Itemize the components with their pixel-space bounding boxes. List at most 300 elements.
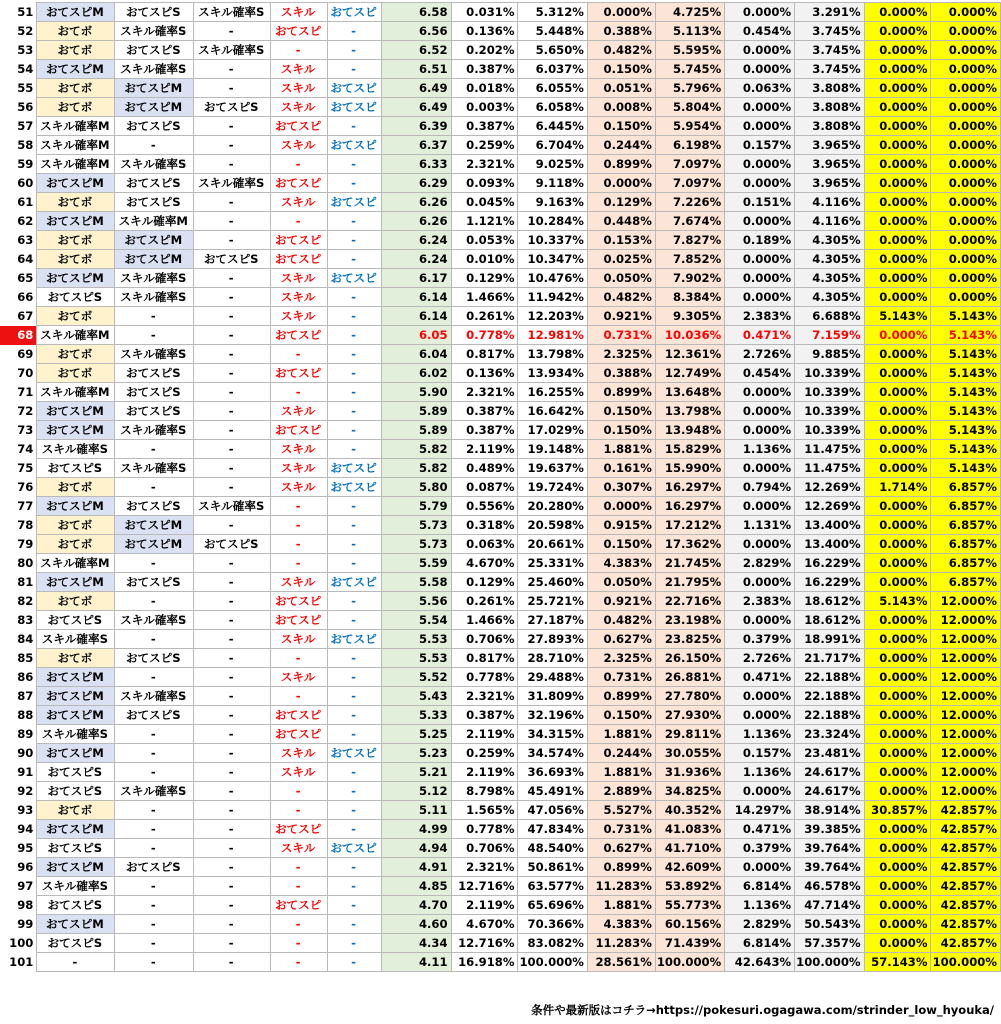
- sub-skill-1-cell: スキル確率M: [37, 383, 115, 402]
- probability-2-cell: 28.561%: [587, 953, 655, 972]
- cumulative-probability-cell: 34.574%: [518, 744, 587, 763]
- probability-3-cell: 0.379%: [725, 630, 795, 649]
- score-cell: 5.89: [382, 421, 452, 440]
- probability-3-cell: 1.136%: [725, 725, 795, 744]
- rank-cell: 67: [17, 309, 34, 323]
- sub-skill-1-cell: おてボ: [37, 592, 115, 611]
- cumulative-probability-cell: 19.637%: [518, 459, 587, 478]
- probability-2-cell: 0.150%: [587, 60, 655, 79]
- sub-skill-3-cell: -: [194, 326, 271, 345]
- rank-cell: 59: [17, 157, 34, 171]
- probability-3-cell: 2.383%: [725, 592, 795, 611]
- score-cell: 6.58: [382, 3, 452, 22]
- table-row: [0, 345, 1001, 364]
- cumulative-probability-cell: 11.942%: [518, 288, 587, 307]
- rank-cell: 72: [17, 404, 34, 418]
- probability-4-cell: 0.000%: [864, 345, 931, 364]
- nature-up-cell: スキル: [271, 630, 328, 649]
- probability-2-cell: 1.881%: [587, 763, 655, 782]
- cumulative-probability-cell: 70.366%: [518, 915, 587, 934]
- probability-cell: 0.778%: [451, 820, 518, 839]
- probability-cell: 4.670%: [451, 554, 518, 573]
- probability-cell: 2.119%: [451, 725, 518, 744]
- nature-up-cell: -: [271, 516, 328, 535]
- nature-up-cell: -: [271, 155, 328, 174]
- nature-up-cell: スキル: [271, 459, 328, 478]
- probability-3-cell: 1.136%: [725, 896, 795, 915]
- nature-down-cell: -: [328, 402, 382, 421]
- rank-cell: 87: [17, 689, 34, 703]
- probability-2-cell: 0.000%: [587, 497, 655, 516]
- probability-cell: 0.136%: [451, 364, 518, 383]
- probability-2-cell: 0.008%: [587, 98, 655, 117]
- nature-down-cell: おてスピ: [328, 744, 382, 763]
- probability-3-cell: 0.000%: [725, 3, 795, 22]
- sub-skill-1-cell: おてスピM: [37, 421, 115, 440]
- cumulative-probability-cell: 45.491%: [518, 782, 587, 801]
- cumulative-probability-4-cell: 0.000%: [931, 136, 1001, 155]
- probability-cell: 0.387%: [451, 706, 518, 725]
- sub-skill-3-cell: -: [194, 364, 271, 383]
- rank-cell: 65: [17, 271, 34, 285]
- cumulative-probability-3-cell: 46.578%: [795, 877, 864, 896]
- rank-cell: 100: [9, 936, 34, 950]
- cumulative-probability-2-cell: 71.439%: [655, 934, 724, 953]
- cumulative-probability-3-cell: 100.000%: [795, 953, 864, 972]
- probability-2-cell: 1.881%: [587, 725, 655, 744]
- score-cell: 6.14: [382, 288, 452, 307]
- cumulative-probability-4-cell: 0.000%: [931, 155, 1001, 174]
- probability-cell: 0.556%: [451, 497, 518, 516]
- probability-2-cell: 0.150%: [587, 117, 655, 136]
- probability-3-cell: 0.000%: [725, 269, 795, 288]
- probability-cell: 0.087%: [451, 478, 518, 497]
- nature-up-cell: -: [271, 953, 328, 972]
- probability-2-cell: 0.899%: [587, 687, 655, 706]
- probability-3-cell: 0.471%: [725, 668, 795, 687]
- nature-down-cell: -: [328, 231, 382, 250]
- probability-3-cell: 0.794%: [725, 478, 795, 497]
- nature-up-cell: おてスピ: [271, 250, 328, 269]
- nature-up-cell: -: [271, 497, 328, 516]
- probability-2-cell: 0.025%: [587, 250, 655, 269]
- sub-skill-3-cell: -: [194, 516, 271, 535]
- nature-down-cell: -: [328, 345, 382, 364]
- probability-4-cell: 0.000%: [864, 364, 931, 383]
- sub-skill-2-cell: おてスピS: [115, 858, 194, 877]
- probability-2-cell: 0.448%: [587, 212, 655, 231]
- probability-2-cell: 0.482%: [587, 611, 655, 630]
- sub-skill-1-cell: おてボ: [37, 478, 115, 497]
- nature-up-cell: -: [271, 687, 328, 706]
- cumulative-probability-2-cell: 4.725%: [655, 3, 724, 22]
- cumulative-probability-3-cell: 39.764%: [795, 839, 864, 858]
- sub-skill-3-cell: -: [194, 212, 271, 231]
- cumulative-probability-cell: 28.710%: [518, 649, 587, 668]
- cumulative-probability-2-cell: 23.198%: [655, 611, 724, 630]
- sub-skill-1-cell: スキル確率S: [37, 725, 115, 744]
- sub-skill-1-cell: おてスピM: [37, 706, 115, 725]
- nature-up-cell: スキル: [271, 440, 328, 459]
- probability-4-cell: 0.000%: [864, 497, 931, 516]
- probability-4-cell: 0.000%: [864, 858, 931, 877]
- sub-skill-3-cell: -: [194, 345, 271, 364]
- cumulative-probability-2-cell: 27.780%: [655, 687, 724, 706]
- cumulative-probability-2-cell: 10.036%: [655, 326, 724, 345]
- cumulative-probability-4-cell: 0.000%: [931, 98, 1001, 117]
- rank-cell: 84: [17, 632, 34, 646]
- cumulative-probability-4-cell: 6.857%: [931, 478, 1001, 497]
- score-cell: 5.73: [382, 535, 452, 554]
- score-cell: 6.04: [382, 345, 452, 364]
- probability-cell: 0.045%: [451, 193, 518, 212]
- sub-skill-1-cell: スキル確率M: [37, 117, 115, 136]
- sub-skill-2-cell: おてスピM: [115, 231, 194, 250]
- rank-cell: 73: [17, 423, 34, 437]
- rank-cell: 74: [17, 442, 34, 456]
- cumulative-probability-3-cell: 57.357%: [795, 934, 864, 953]
- sub-skill-2-cell: おてスピS: [115, 193, 194, 212]
- score-cell: 5.90: [382, 383, 452, 402]
- probability-4-cell: 0.000%: [864, 668, 931, 687]
- rank-cell: 91: [17, 765, 34, 779]
- score-cell: 6.26: [382, 193, 452, 212]
- sub-skill-3-cell: -: [194, 630, 271, 649]
- probability-3-cell: 0.000%: [725, 155, 795, 174]
- cumulative-probability-2-cell: 5.804%: [655, 98, 724, 117]
- sub-skill-3-cell: -: [194, 744, 271, 763]
- sub-skill-1-cell: おてボ: [37, 98, 115, 117]
- cumulative-probability-4-cell: 5.143%: [931, 440, 1001, 459]
- cumulative-probability-2-cell: 15.829%: [655, 440, 724, 459]
- rank-cell: 97: [17, 879, 34, 893]
- probability-2-cell: 0.388%: [587, 364, 655, 383]
- cumulative-probability-4-cell: 6.857%: [931, 573, 1001, 592]
- sub-skill-2-cell: スキル確率S: [115, 345, 194, 364]
- probability-cell: 0.010%: [451, 250, 518, 269]
- sub-skill-3-cell: -: [194, 839, 271, 858]
- rank-cell: 82: [17, 594, 34, 608]
- score-cell: 5.59: [382, 554, 452, 573]
- cumulative-probability-3-cell: 4.116%: [795, 212, 864, 231]
- cumulative-probability-2-cell: 7.902%: [655, 269, 724, 288]
- probability-3-cell: 0.379%: [725, 839, 795, 858]
- probability-3-cell: 0.157%: [725, 136, 795, 155]
- cumulative-probability-2-cell: 100.000%: [655, 953, 724, 972]
- cumulative-probability-2-cell: 53.892%: [655, 877, 724, 896]
- nature-up-cell: スキル: [271, 60, 328, 79]
- cumulative-probability-2-cell: 13.648%: [655, 383, 724, 402]
- rank-cell: 89: [17, 727, 34, 741]
- cumulative-probability-cell: 5.312%: [518, 3, 587, 22]
- sub-skill-1-cell: おてボ: [37, 801, 115, 820]
- probability-cell: 2.119%: [451, 763, 518, 782]
- sub-skill-2-cell: おてスピS: [115, 497, 194, 516]
- score-cell: 5.12: [382, 782, 452, 801]
- sub-skill-2-cell: おてスピM: [115, 79, 194, 98]
- probability-cell: 2.321%: [451, 383, 518, 402]
- cumulative-probability-4-cell: 5.143%: [931, 326, 1001, 345]
- table-row: [0, 535, 1001, 554]
- table-row: [0, 592, 1001, 611]
- table-row: [0, 41, 1001, 60]
- nature-down-cell: おてスピ: [328, 630, 382, 649]
- sub-skill-2-cell: おてスピS: [115, 649, 194, 668]
- sub-skill-1-cell: おてボ: [37, 193, 115, 212]
- cumulative-probability-cell: 31.809%: [518, 687, 587, 706]
- sub-skill-3-cell: -: [194, 915, 271, 934]
- cumulative-probability-2-cell: 7.852%: [655, 250, 724, 269]
- cumulative-probability-4-cell: 12.000%: [931, 763, 1001, 782]
- sub-skill-1-cell: おてスピM: [37, 402, 115, 421]
- sub-skill-2-cell: -: [115, 744, 194, 763]
- cumulative-probability-cell: 19.724%: [518, 478, 587, 497]
- sub-skill-2-cell: おてスピS: [115, 383, 194, 402]
- score-cell: 6.24: [382, 231, 452, 250]
- nature-down-cell: -: [328, 934, 382, 953]
- probability-cell: 0.778%: [451, 326, 518, 345]
- cumulative-probability-4-cell: 12.000%: [931, 687, 1001, 706]
- probability-2-cell: 0.153%: [587, 231, 655, 250]
- probability-2-cell: 0.731%: [587, 668, 655, 687]
- cumulative-probability-2-cell: 8.384%: [655, 288, 724, 307]
- table-row: [0, 649, 1001, 668]
- probability-4-cell: 0.000%: [864, 79, 931, 98]
- sub-skill-3-cell: -: [194, 687, 271, 706]
- cumulative-probability-4-cell: 6.857%: [931, 554, 1001, 573]
- sub-skill-1-cell: おてボ: [37, 345, 115, 364]
- sub-skill-2-cell: スキル確率S: [115, 269, 194, 288]
- probability-cell: 0.129%: [451, 573, 518, 592]
- table-row: [0, 364, 1001, 383]
- cumulative-probability-cell: 10.337%: [518, 231, 587, 250]
- nature-up-cell: -: [271, 915, 328, 934]
- cumulative-probability-4-cell: 12.000%: [931, 706, 1001, 725]
- probability-3-cell: 0.471%: [725, 326, 795, 345]
- probability-2-cell: 0.731%: [587, 820, 655, 839]
- sub-skill-3-cell: -: [194, 193, 271, 212]
- score-cell: 5.52: [382, 668, 452, 687]
- nature-down-cell: -: [328, 307, 382, 326]
- score-cell: 4.11: [382, 953, 452, 972]
- nature-down-cell: おてスピ: [328, 839, 382, 858]
- probability-2-cell: 0.731%: [587, 326, 655, 345]
- sub-skill-3-cell: -: [194, 288, 271, 307]
- cumulative-probability-3-cell: 4.305%: [795, 250, 864, 269]
- cumulative-probability-cell: 17.029%: [518, 421, 587, 440]
- sub-skill-3-cell: スキル確率S: [194, 3, 271, 22]
- probability-cell: 0.318%: [451, 516, 518, 535]
- probability-4-cell: 0.000%: [864, 535, 931, 554]
- cumulative-probability-3-cell: 10.339%: [795, 402, 864, 421]
- rank-cell: 95: [17, 841, 34, 855]
- probability-3-cell: 0.157%: [725, 744, 795, 763]
- probability-4-cell: 0.000%: [864, 383, 931, 402]
- cumulative-probability-4-cell: 5.143%: [931, 364, 1001, 383]
- score-cell: 5.54: [382, 611, 452, 630]
- nature-down-cell: -: [328, 41, 382, 60]
- sub-skill-1-cell: スキル確率S: [37, 630, 115, 649]
- cumulative-probability-4-cell: 0.000%: [931, 41, 1001, 60]
- sub-skill-1-cell: おてボ: [37, 307, 115, 326]
- cumulative-probability-cell: 10.284%: [518, 212, 587, 231]
- nature-up-cell: -: [271, 801, 328, 820]
- cumulative-probability-3-cell: 3.808%: [795, 98, 864, 117]
- cumulative-probability-3-cell: 23.324%: [795, 725, 864, 744]
- nature-up-cell: おてスピ: [271, 820, 328, 839]
- probability-4-cell: 0.000%: [864, 877, 931, 896]
- probability-4-cell: 0.000%: [864, 41, 931, 60]
- probability-4-cell: 0.000%: [864, 3, 931, 22]
- score-cell: 4.70: [382, 896, 452, 915]
- table-row: [0, 782, 1001, 801]
- probability-4-cell: 0.000%: [864, 117, 931, 136]
- sub-skill-1-cell: -: [37, 953, 115, 972]
- probability-3-cell: 0.000%: [725, 459, 795, 478]
- sub-skill-1-cell: おてスピS: [37, 934, 115, 953]
- cumulative-probability-2-cell: 31.936%: [655, 763, 724, 782]
- cumulative-probability-2-cell: 34.825%: [655, 782, 724, 801]
- probability-4-cell: 0.000%: [864, 782, 931, 801]
- probability-cell: 0.053%: [451, 231, 518, 250]
- score-cell: 5.43: [382, 687, 452, 706]
- table-row: [0, 516, 1001, 535]
- sub-skill-3-cell: -: [194, 60, 271, 79]
- nature-down-cell: -: [328, 535, 382, 554]
- cumulative-probability-2-cell: 12.361%: [655, 345, 724, 364]
- probability-2-cell: 5.527%: [587, 801, 655, 820]
- cumulative-probability-2-cell: 26.150%: [655, 649, 724, 668]
- cumulative-probability-4-cell: 5.143%: [931, 383, 1001, 402]
- cumulative-probability-4-cell: 0.000%: [931, 193, 1001, 212]
- sub-skill-3-cell: -: [194, 269, 271, 288]
- cumulative-probability-4-cell: 42.857%: [931, 839, 1001, 858]
- cumulative-probability-4-cell: 0.000%: [931, 288, 1001, 307]
- probability-3-cell: 0.000%: [725, 383, 795, 402]
- sub-skill-2-cell: -: [115, 668, 194, 687]
- probability-cell: 0.259%: [451, 744, 518, 763]
- cumulative-probability-4-cell: 12.000%: [931, 592, 1001, 611]
- rank-cell: 94: [17, 822, 34, 836]
- score-cell: 5.82: [382, 459, 452, 478]
- table-row: [0, 79, 1001, 98]
- probability-3-cell: 0.000%: [725, 535, 795, 554]
- sub-skill-3-cell: -: [194, 402, 271, 421]
- nature-up-cell: スキル: [271, 307, 328, 326]
- score-cell: 5.79: [382, 497, 452, 516]
- probability-cell: 0.129%: [451, 269, 518, 288]
- cumulative-probability-3-cell: 4.305%: [795, 288, 864, 307]
- rank-cell: 63: [17, 233, 34, 247]
- sub-skill-1-cell: おてスピS: [37, 459, 115, 478]
- probability-4-cell: 0.000%: [864, 250, 931, 269]
- cumulative-probability-4-cell: 0.000%: [931, 231, 1001, 250]
- sub-skill-2-cell: おてスピS: [115, 402, 194, 421]
- table-row: [0, 383, 1001, 402]
- sub-skill-2-cell: -: [115, 953, 194, 972]
- sub-skill-2-cell: スキル確率S: [115, 22, 194, 41]
- sub-skill-1-cell: おてスピM: [37, 820, 115, 839]
- probability-cell: 8.798%: [451, 782, 518, 801]
- nature-up-cell: おてスピ: [271, 22, 328, 41]
- cumulative-probability-cell: 10.347%: [518, 250, 587, 269]
- table-row: [0, 896, 1001, 915]
- cumulative-probability-2-cell: 5.595%: [655, 41, 724, 60]
- sub-skill-1-cell: スキル確率M: [37, 136, 115, 155]
- probability-3-cell: 0.000%: [725, 573, 795, 592]
- cumulative-probability-3-cell: 16.229%: [795, 573, 864, 592]
- nature-down-cell: -: [328, 915, 382, 934]
- sub-skill-1-cell: おてボ: [37, 22, 115, 41]
- cumulative-probability-cell: 9.025%: [518, 155, 587, 174]
- probability-cell: 1.466%: [451, 288, 518, 307]
- cumulative-probability-cell: 47.056%: [518, 801, 587, 820]
- cumulative-probability-2-cell: 21.795%: [655, 573, 724, 592]
- cumulative-probability-4-cell: 6.857%: [931, 497, 1001, 516]
- probability-2-cell: 0.915%: [587, 516, 655, 535]
- probability-2-cell: 0.307%: [587, 478, 655, 497]
- probability-3-cell: 0.063%: [725, 79, 795, 98]
- nature-down-cell: おてスピ: [328, 193, 382, 212]
- probability-cell: 0.489%: [451, 459, 518, 478]
- cumulative-probability-3-cell: 4.116%: [795, 193, 864, 212]
- sub-skill-2-cell: おてスピM: [115, 516, 194, 535]
- nature-up-cell: スキル: [271, 3, 328, 22]
- footer-source-link[interactable]: 条件や最新版はコチラ→https://pokesuri.ogagawa.com/strinder_low_hyouka/: [531, 1003, 994, 1017]
- cumulative-probability-2-cell: 40.352%: [655, 801, 724, 820]
- probability-2-cell: 0.000%: [587, 3, 655, 22]
- probability-4-cell: 0.000%: [864, 98, 931, 117]
- sub-skill-2-cell: おてスピS: [115, 364, 194, 383]
- nature-up-cell: スキル: [271, 98, 328, 117]
- sub-skill-3-cell: -: [194, 22, 271, 41]
- table-row: [0, 858, 1001, 877]
- probability-3-cell: 0.000%: [725, 117, 795, 136]
- table-row: [0, 497, 1001, 516]
- sub-skill-3-cell: -: [194, 763, 271, 782]
- probability-4-cell: 0.000%: [864, 725, 931, 744]
- cumulative-probability-cell: 6.058%: [518, 98, 587, 117]
- sub-skill-2-cell: おてスピS: [115, 706, 194, 725]
- cumulative-probability-cell: 27.893%: [518, 630, 587, 649]
- probability-3-cell: 0.000%: [725, 858, 795, 877]
- cumulative-probability-4-cell: 0.000%: [931, 3, 1001, 22]
- sub-skill-1-cell: おてスピM: [37, 3, 115, 22]
- sub-skill-2-cell: おてスピM: [115, 98, 194, 117]
- cumulative-probability-cell: 13.798%: [518, 345, 587, 364]
- sub-skill-3-cell: スキル確率S: [194, 174, 271, 193]
- sub-skill-1-cell: おてボ: [37, 79, 115, 98]
- sub-skill-3-cell: -: [194, 858, 271, 877]
- nature-up-cell: -: [271, 934, 328, 953]
- probability-3-cell: 0.000%: [725, 60, 795, 79]
- cumulative-probability-4-cell: 0.000%: [931, 117, 1001, 136]
- rank-cell: 86: [17, 670, 34, 684]
- rank-cell: 69: [17, 347, 34, 361]
- cumulative-probability-3-cell: 38.914%: [795, 801, 864, 820]
- table-row: [0, 706, 1001, 725]
- probability-cell: 4.670%: [451, 915, 518, 934]
- cumulative-probability-cell: 10.476%: [518, 269, 587, 288]
- probability-4-cell: 0.000%: [864, 915, 931, 934]
- cumulative-probability-cell: 32.196%: [518, 706, 587, 725]
- cumulative-probability-3-cell: 23.481%: [795, 744, 864, 763]
- nature-up-cell: スキル: [271, 79, 328, 98]
- probability-3-cell: 0.000%: [725, 706, 795, 725]
- probability-cell: 0.706%: [451, 839, 518, 858]
- sub-skill-2-cell: スキル確率S: [115, 459, 194, 478]
- cumulative-probability-2-cell: 5.745%: [655, 60, 724, 79]
